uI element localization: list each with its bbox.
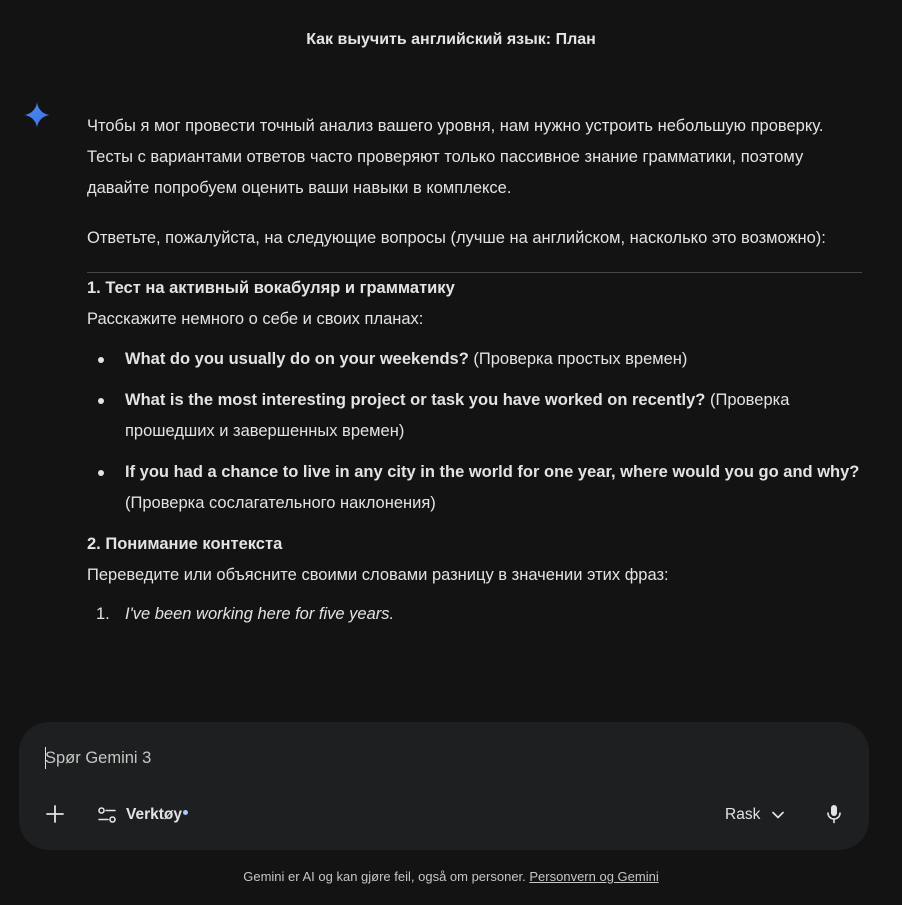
- disclaimer-text: Gemini er AI og kan gjøre feil, også om personer.: [243, 869, 530, 884]
- list-number: 1.: [96, 605, 110, 623]
- bullet-icon: [98, 357, 104, 363]
- prompt-composer: [19, 722, 869, 850]
- tune-icon: [97, 806, 117, 824]
- assistant-response: [87, 111, 862, 630]
- response-paragraph: Чтобы я мог провести точный анализ вашего уровня, нам нужно устроить небольшую проверку. Тесты с вариантами ответов часто проверяют только пассивное знание грамматики, поэтому давайте попробуем оценить ваши навыки в комплексе.: [87, 117, 824, 197]
- add-files-button[interactable]: [41, 800, 69, 828]
- phrase-text: I've been working here for five years.: [125, 605, 395, 623]
- model-mode-button[interactable]: [725, 802, 784, 828]
- question-note: (Проверка простых времен): [468, 350, 688, 368]
- mode-label: Rask: [725, 806, 761, 823]
- list-item: [87, 344, 862, 375]
- question-note: (Проверка сослагательного наклонения): [125, 494, 436, 512]
- footer-disclaimer: [0, 869, 902, 884]
- prompt-input[interactable]: [45, 746, 645, 770]
- question-text: If you had a chance to live in any city in the world for one year, where would you go and why?: [125, 463, 860, 481]
- conversation-title: Как выучить английский язык: План: [306, 31, 596, 48]
- tools-label: Verktøy: [126, 806, 183, 823]
- microphone-icon: [826, 804, 842, 824]
- section-heading: 1. Тест на активный вокабуляр и грамматику: [87, 279, 455, 297]
- new-feature-dot: [183, 810, 188, 815]
- gemini-spark-icon: [24, 102, 50, 128]
- list-item: [87, 599, 862, 630]
- privacy-link[interactable]: Personvern og Gemini: [529, 869, 659, 884]
- question-text: What is the most interesting project or task you have worked on recently?: [125, 391, 706, 409]
- text-cursor: [45, 747, 46, 769]
- tools-button[interactable]: [97, 802, 182, 828]
- microphone-button[interactable]: [821, 801, 847, 827]
- section-intro: Переведите или объясните своими словами разницу в значении этих фраз:: [87, 566, 669, 584]
- bullet-icon: [98, 470, 104, 476]
- list-item: [87, 457, 862, 519]
- plus-icon: [45, 804, 65, 824]
- chevron-down-icon: [772, 811, 784, 819]
- tools-label-wrap: [126, 806, 182, 824]
- response-paragraph: Ответьте, пожалуйста, на следующие вопросы (лучше на английском, насколько это возможно):: [87, 229, 826, 247]
- list-item: [87, 385, 862, 447]
- phrase-list: [87, 599, 862, 630]
- section-heading: 2. Понимание контекста: [87, 535, 283, 553]
- section-intro: Расскажите немного о себе и своих планах:: [87, 310, 424, 328]
- bullet-icon: [98, 398, 104, 404]
- question-note: (Проверка прошедших и завершенных времен): [125, 391, 790, 440]
- question-list: [87, 344, 862, 519]
- question-text: What do you usually do on your weekends?: [125, 350, 469, 368]
